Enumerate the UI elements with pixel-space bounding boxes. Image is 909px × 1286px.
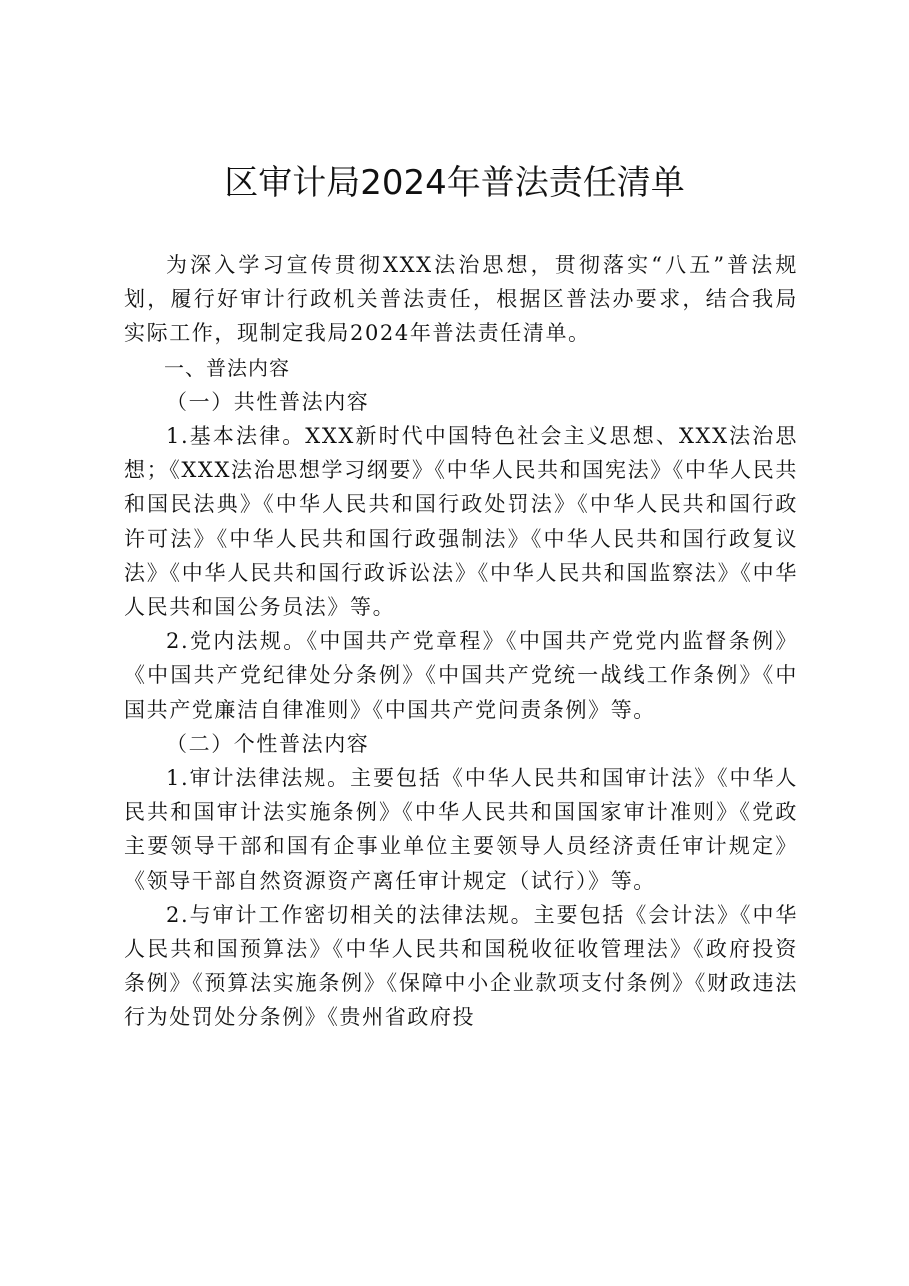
paragraph-audit-laws: 1.审计法律法规。主要包括《中华人民共和国审计法》《中华人民共和国审计法实施条例》《中华人民共和国国家审计准则》《党政主要领导干部和国有企事业单位主要领导人员经济责任审计规定》《领导干部自然资源资产离任审计规定（试行）》等。: [124, 766, 798, 893]
paragraph-related-laws: 2.与审计工作密切相关的法律法规。主要包括《会计法》《中华人民共和国预算法》《中华人民共和国税收征收管理法》《政府投资条例》《预算法实施条例》《保障中小企业款项支付条例》《财政违法行为处罚处分条例》《贵州省政府投: [124, 902, 798, 1030]
document-body: [124, 248, 798, 1035]
paragraph-basic-laws: 1.基本法律。XXX新时代中国特色社会主义思想、XXX法治思想；《XXX法治思想学习纲要》《中华人民共和国宪法》《中华人民共和国民法典》《中华人民共和国行政处罚法》《中华人民共和国行政许可法》《中华人民共和国行政强制法》《中华人民共和国行政复议法》《中华人民共和国行政诉讼法》《中华人民共和国监察法》《中华人民共和国公务员法》等。: [124, 424, 798, 620]
subsection-heading-specific: （二）个性普法内容: [166, 731, 370, 756]
paragraph-party-regulations: 2.党内法规。《中国共产党章程》《中国共产党党内监督条例》《中国共产党纪律处分条例》《中国共产党统一战线工作条例》《中国共产党廉洁自律准则》《中国共产党问责条例》等。: [124, 629, 798, 722]
subsection-heading-common: （一）共性普法内容: [166, 389, 370, 414]
intro-paragraph: 为深入学习宣传贯彻XXX法治思想，贯彻落实“八五”普法规划，履行好审计行政机关普法责任，根据区普法办要求，结合我局实际工作，现制定我局2024年普法责任清单。: [124, 253, 798, 346]
document-title: 区审计局2024年普法责任清单: [224, 163, 685, 203]
section-heading-content: 一、普法内容: [164, 355, 290, 380]
